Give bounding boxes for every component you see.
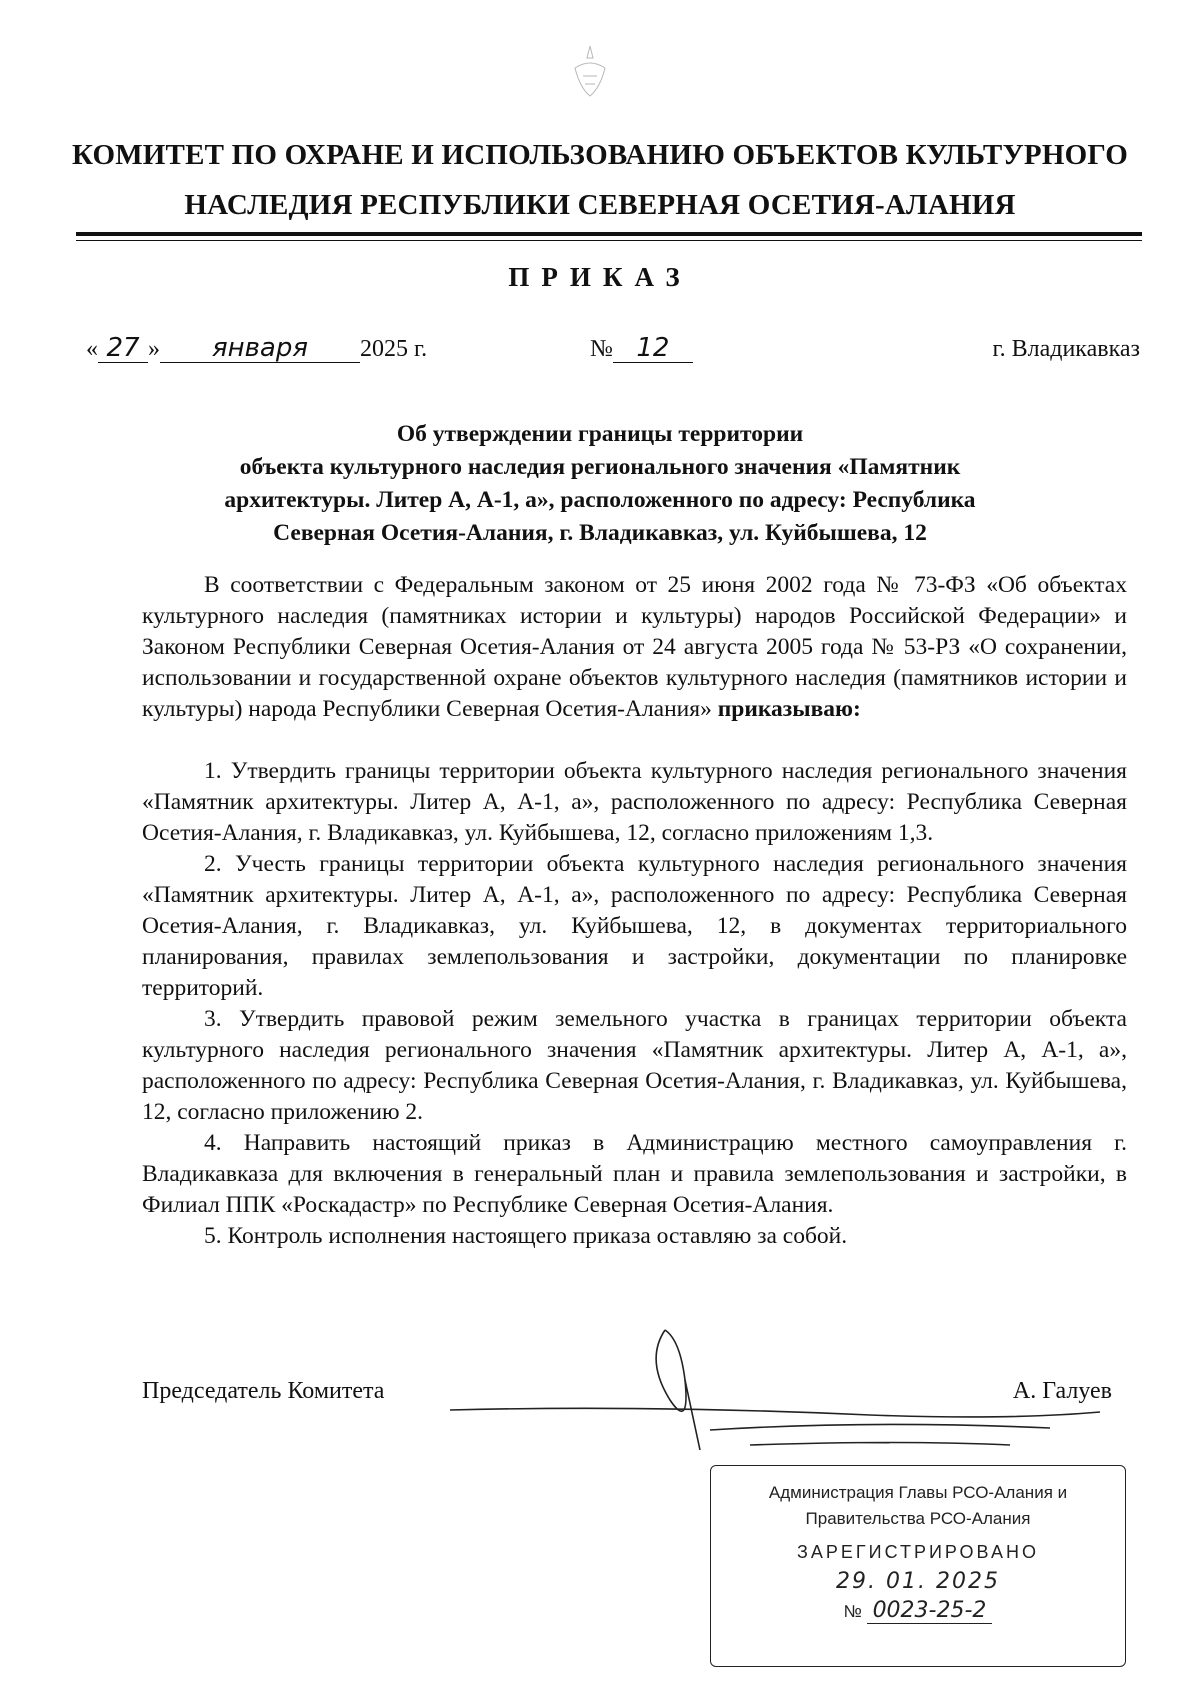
signatory-position: Председатель Комитета [142,1378,385,1404]
number-label: № [590,336,613,362]
order-body [142,570,1127,1252]
subject-line-1: Об утверждении границы территории [396,421,804,447]
subject-line-4: Северная Осетия-Алания, г. Владикавказ, ул. Куйбышева, 12 [273,520,927,546]
order-city: г. Владикавказ [992,336,1140,362]
stamp-org-line-2: Правительства РСО-Алания [805,1509,1031,1528]
item-3: 3. Утвердить правовой режим земельного участка в границах территории объекта культурного наследия регионального значения «Памятник архитектуры. Литер А, А-1, а», расположенного по адресу: Республика Северная Осетия-Алания, г. Владикавказ, ул. Куйбышева, 12, согласно приложению 2. [142,1006,1127,1125]
stamp-number-value: 0023-25-2 [867,1598,993,1624]
date-quote-open: « [86,336,98,362]
item-5: 5. Контроль исполнения настоящего приказа оставляю за собой. [204,1223,848,1249]
organization-header [60,130,1140,230]
subject-line-2: объекта культурного наследия регионального значения «Памятник [239,454,961,480]
order-number [590,334,693,364]
preamble [142,570,1127,725]
date-month: января [160,334,360,363]
date-day: 27 [98,334,148,363]
org-line-2: НАСЛЕДИЯ РЕСПУБЛИКИ СЕВЕРНАЯ ОСЕТИЯ-АЛАНИЯ [184,189,1016,221]
order-subject [140,418,1060,550]
registration-stamp [710,1465,1126,1667]
date-year: 2025 г. [360,336,428,362]
emblem-icon [555,38,625,108]
number-value: 12 [613,334,693,363]
date-quote-close: » [148,336,160,362]
stamp-org-line-1: Администрация Главы РСО-Алания и [768,1483,1068,1502]
stamp-date: 29. 01. 2025 [836,1569,1000,1594]
order-word: приказываю: [717,696,861,722]
header-divider-thin [76,240,1142,241]
item-2: 2. Учесть границы территории объекта культурного наследия регионального значения «Памятник архитектуры. Литер А, А-1, а», расположенного по адресу: Республика Северная Осетия-Алания, г. Владикавказ, ул. Куйбышева, 12, в документах территориального планирования, правилах землепользования и застройки, документации по планировке территорий. [142,851,1127,1001]
stamp-org [711,1480,1125,1532]
stamp-reg-number [711,1598,1125,1623]
signature-mark [450,1320,1110,1470]
item-1: 1. Утвердить границы территории объекта культурного наследия регионального значения «Памятник архитектуры. Литер А, А-1, а», расположенного по адресу: Республика Северная Осетия-Алания, г. Владикавказ, ул. Куйбышева, 12, согласно приложениям 1,3. [142,758,1127,846]
org-line-1: КОМИТЕТ ПО ОХРАНЕ И ИСПОЛЬЗОВАНИЮ ОБЪЕКТОВ КУЛЬТУРНОГО [71,139,1129,171]
preamble-text: В соответствии с Федеральным законом от 25 июня 2002 года № 73-ФЗ «Об объектах культурного наследия (памятниках истории и культуры) народов Российской Федерации» и Законом Республики Северная Осетия-Алания от 24 августа 2005 года № 53-РЗ «О сохранении, использовании и государственной охране объектов культурного наследия (памятников истории и культуры) народа Республики Северная Осетия-Алания» [142,572,1127,722]
item-4: 4. Направить настоящий приказ в Администрацию местного самоуправления г. Владикавказа для включения в генеральный план и правила землепользования и застройки, в Филиал ППК «Роскадастр» по Республике Северная Осетия-Алания. [142,1130,1127,1218]
header-divider [76,232,1142,236]
order-date [86,334,427,364]
signatory-name: А. Галуев [1012,1378,1112,1404]
stamp-number-label: № [843,1602,862,1621]
stamp-status: ЗАРЕГИСТРИРОВАНО [797,1542,1039,1562]
document-type: ПРИКАЗ [508,262,692,292]
subject-line-3: архитектуры. Литер А, А-1, а», расположенного по адресу: Республика [224,487,976,513]
